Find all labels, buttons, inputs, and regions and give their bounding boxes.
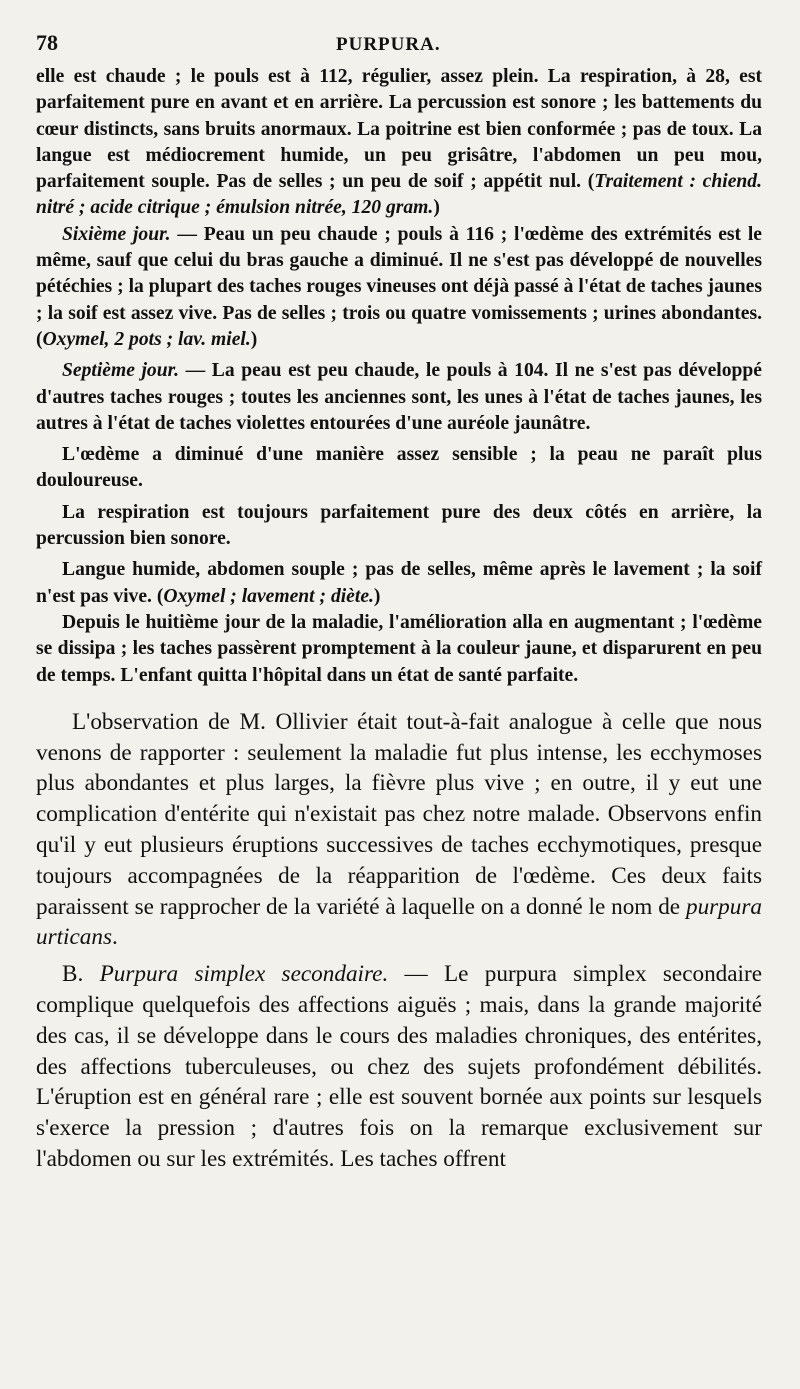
case-paragraph-sixth-day: Sixième jour. — Peau un peu chaude ; pouls à 116 ; l'œdème des extrémités est le même, sauf que celui du bras gauche a diminué. Il ne s'est pas développé de nouvelles pétéchies ; la plupart des taches rouges vineuses ont déjà passé à l'état de taches jaunes ; la soif est assez vive. Pas de selles ; trois ou quatre vomissements ; urines abondantes. (Oxymel, 2 pots ; lav. miel.) [36, 223, 762, 350]
case-paragraph-respiration: La respiration est toujours parfaitement pure des deux côtés en arrière, la percussion bien sonore. [36, 501, 762, 550]
section-heading: Purpura simplex secondaire. [99, 961, 389, 988]
day-label: Septième jour. [62, 360, 180, 382]
case-paragraph-temperature: elle est chaude ; le pouls est à 112, régulier, assez plein. La respiration, à 28, est parfaitement pure en avant et en arrière. La percussion est sonore ; les battements du cœur distincts, sans bruits anormaux. La poitrine est bien conformée ; pas de toux. La langue est médiocrement humide, un peu grisâtre, l'abdomen un peu mou, parfaitement souple. Pas de selles ; un peu de soif ; appétit nul. (Traitement : chiend. nitré ; acide citrique ; émulsion nitrée, 120 gram.) [36, 66, 762, 219]
case-observation [36, 64, 762, 689]
treatment-note: Oxymel ; lavement ; diète. [163, 585, 374, 607]
case-paragraph-seventh-day: Septième jour. — La peau est peu chaude, le pouls à 104. Il ne s'est pas développé d'autres taches rouges ; toutes les anciennes sont, les unes à l'état de taches jaunes, les autres à l'état de taches violettes entourées d'une auréole jaunâtre. [36, 360, 762, 434]
day-label: Sixième jour. [62, 223, 171, 245]
case-paragraph-tongue: Langue humide, abdomen souple ; pas de selles, même après le lavement ; la soif n'est pas vive. (Oxymel ; lavement ; diète.) [36, 559, 762, 607]
section-label: B. [62, 961, 100, 988]
running-head [36, 30, 762, 64]
section-purpura-simplex-secondaire: B. Purpura simplex secondaire. — Le purpura simplex secondaire complique quelquefois des affections aiguës ; mais, dans la grande majorité des cas, il se développe dans le cours des maladies chroniques, des entérites, des affections tuberculeuses, ou chez des sujets profondément débilités. L'éruption est en général rare ; elle est souvent bornée aux points sur lesquels s'exerce la pression ; d'autres fois on la remarque exclusivement sur l'abdomen ou sur les extrémités. Les taches offrent [36, 961, 763, 1172]
discussion [36, 707, 762, 1175]
variety-name: purpura urticans [36, 893, 762, 951]
page-number: 78 [36, 30, 58, 55]
case-paragraph-oedema: L'œdème a diminué d'une manière assez sensible ; la peau ne paraît plus douloureuse. [36, 444, 762, 492]
case-paragraph-outcome: Depuis le huitième jour de la maladie, l'amélioration alla en augmentant ; l'œdème se dissipa ; les taches passèrent promptement à la couleur jaune, et disparurent en peu de temps. L'enfant quitta l'hôpital dans un état de santé parfaite. [36, 611, 762, 686]
treatment-note: Oxymel, 2 pots ; lav. miel. [42, 328, 251, 350]
treatment-note: Traitement : chiend. nitré ; acide citrique ; émulsion nitrée, 120 gram. [36, 171, 762, 219]
running-title: PURPURA. [336, 34, 441, 55]
discussion-paragraph-ollivier: L'observation de M. Ollivier était tout-à-fait analogue à celle que nous venons de rapporter : seulement la maladie fut plus intense, les ecchymoses plus abondantes et plus larges, la fièvre plus vive ; en outre, il y eut une complication d'entérite qui n'existait pas chez notre malade. Observons enfin qu'il y eut plusieurs éruptions successives de taches ecchymotiques, presque toujours accompagnées de la réapparition de l'œdème. Ces deux faits paraissent se rapprocher de la variété à laquelle on a donné le nom de purpura urticans. [36, 708, 762, 951]
